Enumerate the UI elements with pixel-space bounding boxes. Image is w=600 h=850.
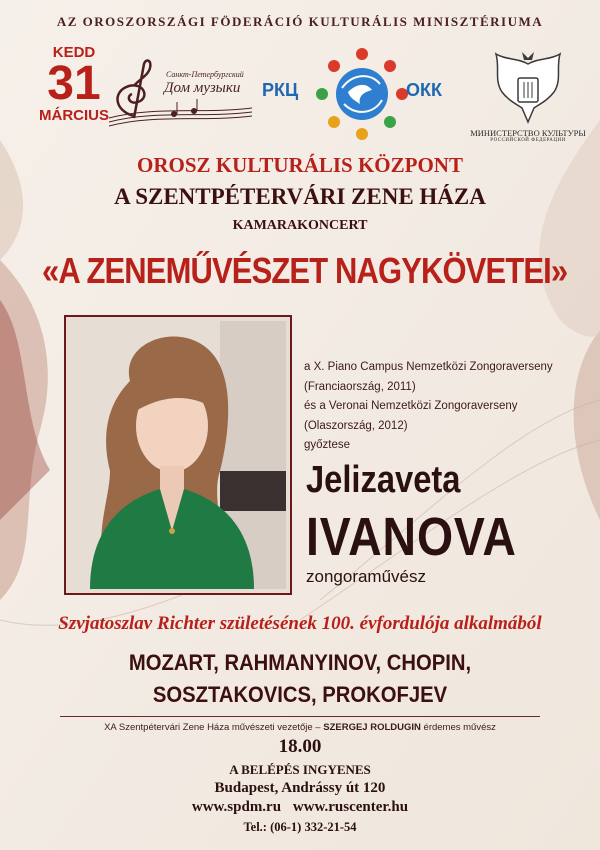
performer-first-name: Jelizaveta [306,459,461,501]
performer-last-name: IVANOVA [306,507,517,567]
ministry-header: AZ OROSZORSZÁGI FÖDERÁCIÓ KULTURÁLIS MINISZTÉRIUMA [56,14,544,29]
award-text [304,358,553,456]
website-link[interactable]: www.spdm.ru [191,799,282,815]
award-line: győztese [304,439,351,451]
websites [0,799,600,816]
rkc-label: РКЦ [262,80,299,100]
house-title: A SZENTPÉTERVÁRI ZENE HÁZA [114,184,486,209]
ministry-sublabel: РОССИЙСКОЙ ФЕДЕРАЦИИ [490,138,566,143]
award-line: (Olaszország, 2012) [304,419,408,432]
performer-photo [64,315,292,595]
series-title: «A ZENEMŰVÉSZET NAGYKÖVETEI» [42,250,568,291]
director-name: SZERGEJ ROLDUGIN [323,722,421,733]
dom-muzyki-logo [104,56,254,128]
concert-type: KAMARAKONCERT [232,218,368,233]
center-title: OROSZ KULTURÁLIS KÖZPONT [137,153,463,177]
weekday: KEDD [52,44,96,61]
ministry-culture-logo [470,50,586,148]
phone-number: Tel.: (06-1) 332-21-54 [243,820,357,834]
divider [60,716,540,717]
ministry-label: МИНИСТЕРСТВО КУЛЬТУРЫ [470,128,586,138]
occasion-text: Szvjatoszlav Richter születésének 100. évfordulója alkalmából [58,613,542,634]
double-eagle-emblem-icon [488,50,568,126]
dom-muzyki-subtitle: Санкт-Петербургский [166,70,244,79]
performer-role: zongoraművész [306,567,427,586]
director-suffix: érdemes művész [423,722,496,733]
award-line: (Franciaország, 2011) [304,380,416,393]
admission-note: A BELÉPÉS INGYENES [229,762,371,777]
month: MÁRCIUS [39,107,109,124]
dom-muzyki-title: Дом музыки [164,80,241,96]
event-time: 18.00 [278,736,322,757]
award-line: a X. Piano Campus Nemzetközi Zongoraverseny [304,361,553,373]
okk-label: ОКК [406,80,442,100]
rkc-okk-logo [262,48,462,140]
day-number: 31 [47,57,101,110]
award-line: és a Veronai Nemzetközi Zongoraverseny [304,400,518,412]
director-prefix: XA Szentpétervári Zene Háza művészeti vezetője – [104,722,321,733]
composers-line-2: SOSZTAKOVICS, PROKOFJEV [152,682,448,707]
composers-line-1: MOZART, RAHMANYINOV, CHOPIN, [128,650,472,675]
director-line [0,722,600,733]
website-link[interactable]: www.ruscenter.hu [292,799,409,815]
venue-address: Budapest, Andrássy út 120 [214,780,386,796]
globe-dove-icon [316,48,408,140]
